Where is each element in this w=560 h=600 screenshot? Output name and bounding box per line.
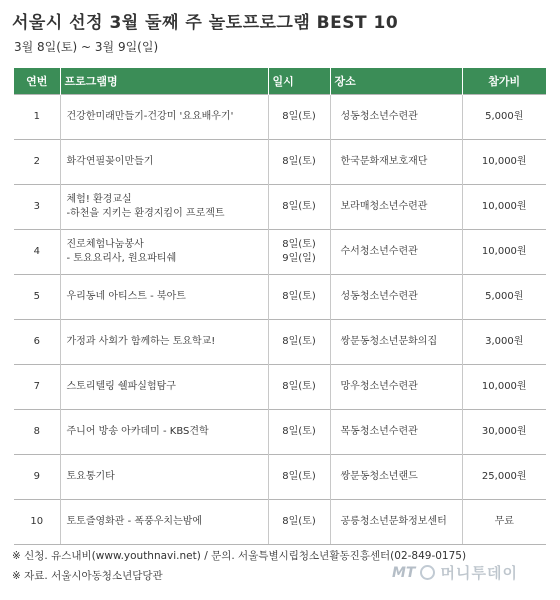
place-cell: 수서청소년수련관: [330, 230, 462, 275]
program-name-cell: [60, 320, 268, 365]
place-cell: 보라매청소년수련관: [330, 185, 462, 230]
date-cell: [268, 455, 330, 500]
fee-cell: 10,000원: [462, 365, 546, 410]
row-number: 7: [14, 365, 60, 410]
date-line: 9일(일): [282, 253, 316, 264]
table-row: [14, 230, 546, 275]
source-note: ※ 자료. 서울시아동청소년담당관: [12, 570, 163, 582]
place-cell: 쌍문동청소년랜드: [330, 455, 462, 500]
program-name-line: 스토리텔링 쉘파실험탐구: [66, 381, 176, 392]
date-cell: [268, 230, 330, 275]
program-name-cell: [60, 500, 268, 545]
date-cell: [268, 320, 330, 365]
program-name-cell: [60, 140, 268, 185]
row-number: 9: [14, 455, 60, 500]
row-number: 2: [14, 140, 60, 185]
fee-cell: 25,000원: [462, 455, 546, 500]
program-name-line: 체험! 환경교실: [66, 194, 132, 205]
date-line: 8일(토): [282, 426, 316, 437]
place-cell: 성동청소년수련관: [330, 275, 462, 320]
date-cell: [268, 185, 330, 230]
program-name-cell: [60, 230, 268, 275]
table-row: [14, 365, 546, 410]
table-row: [14, 455, 546, 500]
logo-circle-icon: [420, 565, 435, 580]
header-place: 장소: [330, 68, 462, 95]
program-name-line: -하천을 지키는 환경지킴이 프로젝트: [66, 208, 225, 219]
date-cell: [268, 140, 330, 185]
table-row: [14, 140, 546, 185]
date-line: 8일(토): [282, 291, 316, 302]
program-name-cell: [60, 95, 268, 140]
table-row: [14, 185, 546, 230]
table-row: [14, 95, 546, 140]
row-number: 8: [14, 410, 60, 455]
table-body: [14, 95, 546, 545]
program-name-line: - 토요요리사, 원요파티쉐: [66, 253, 177, 264]
program-name-line: 건강한미래만들기-건강미 '요요배우기': [66, 111, 234, 122]
fee-cell: 10,000원: [462, 230, 546, 275]
place-cell: 한국문화재보호재단: [330, 140, 462, 185]
fee-cell: 10,000원: [462, 185, 546, 230]
header-fee: 참가비: [462, 68, 546, 95]
date-line: 8일(토): [282, 111, 316, 122]
header-program: 프로그램명: [60, 68, 268, 95]
program-name-line: 주니어 방송 아카데미 - KBS견학: [66, 426, 209, 437]
place-cell: 공릉청소년문화정보센터: [330, 500, 462, 545]
header-row: [14, 68, 546, 95]
program-name-cell: [60, 275, 268, 320]
date-line: 8일(토): [282, 239, 316, 250]
row-number: 1: [14, 95, 60, 140]
fee-cell: 30,000원: [462, 410, 546, 455]
program-name-line: 토요통기타: [66, 471, 115, 482]
date-cell: [268, 500, 330, 545]
date-line: 8일(토): [282, 516, 316, 527]
page-title: 서울시 선정 3월 둘째 주 놀토프로그램 BEST 10: [12, 13, 399, 33]
program-name-cell: [60, 410, 268, 455]
table-row: [14, 320, 546, 365]
date-cell: [268, 410, 330, 455]
table-header: [14, 68, 546, 95]
date-line: 8일(토): [282, 201, 316, 212]
program-name-cell: [60, 185, 268, 230]
date-cell: [268, 365, 330, 410]
program-name-line: 가정과 사회가 함께하는 토요학교!: [66, 336, 216, 347]
row-number: 10: [14, 500, 60, 545]
row-number: 6: [14, 320, 60, 365]
place-cell: 목동청소년수련관: [330, 410, 462, 455]
date-line: 8일(토): [282, 156, 316, 167]
date-line: 8일(토): [282, 381, 316, 392]
place-cell: 망우청소년수련관: [330, 365, 462, 410]
place-cell: 쌍문동청소년문화의집: [330, 320, 462, 365]
logo-mt-text: MT: [392, 564, 416, 581]
table-row: [14, 410, 546, 455]
row-number: 4: [14, 230, 60, 275]
fee-cell: 무료: [462, 500, 546, 545]
table-row: [14, 500, 546, 545]
date-range-subtitle: 3월 8일(토) ~ 3월 9일(일): [14, 40, 159, 54]
date-line: 8일(토): [282, 336, 316, 347]
program-name-cell: [60, 455, 268, 500]
program-name-line: 우리동네 아티스트 - 북아트: [66, 291, 186, 302]
program-name-cell: [60, 365, 268, 410]
fee-cell: 10,000원: [462, 140, 546, 185]
header-date: 일시: [268, 68, 330, 95]
program-name-line: 화각연필꽂이만들기: [66, 156, 154, 167]
date-cell: [268, 95, 330, 140]
fee-cell: 3,000원: [462, 320, 546, 365]
date-cell: [268, 275, 330, 320]
row-number: 3: [14, 185, 60, 230]
date-line: 8일(토): [282, 471, 316, 482]
fee-cell: 5,000원: [462, 95, 546, 140]
program-name-line: 토토즐영화관 - 폭풍우치는밤에: [66, 516, 203, 527]
header-no: 연번: [14, 68, 60, 95]
place-cell: 성동청소년수련관: [330, 95, 462, 140]
watermark-logo: [392, 562, 518, 583]
apply-note: ※ 신청. 유스내비(www.youthnavi.net) / 문의. 서울특별시립청소년활동진흥센터(02-849-0175): [12, 550, 467, 562]
program-name-line: 진로체험나눔봉사: [66, 239, 144, 250]
fee-cell: 5,000원: [462, 275, 546, 320]
program-table: [14, 68, 546, 545]
table-row: [14, 275, 546, 320]
logo-name-text: 머니투데이: [440, 564, 518, 582]
row-number: 5: [14, 275, 60, 320]
